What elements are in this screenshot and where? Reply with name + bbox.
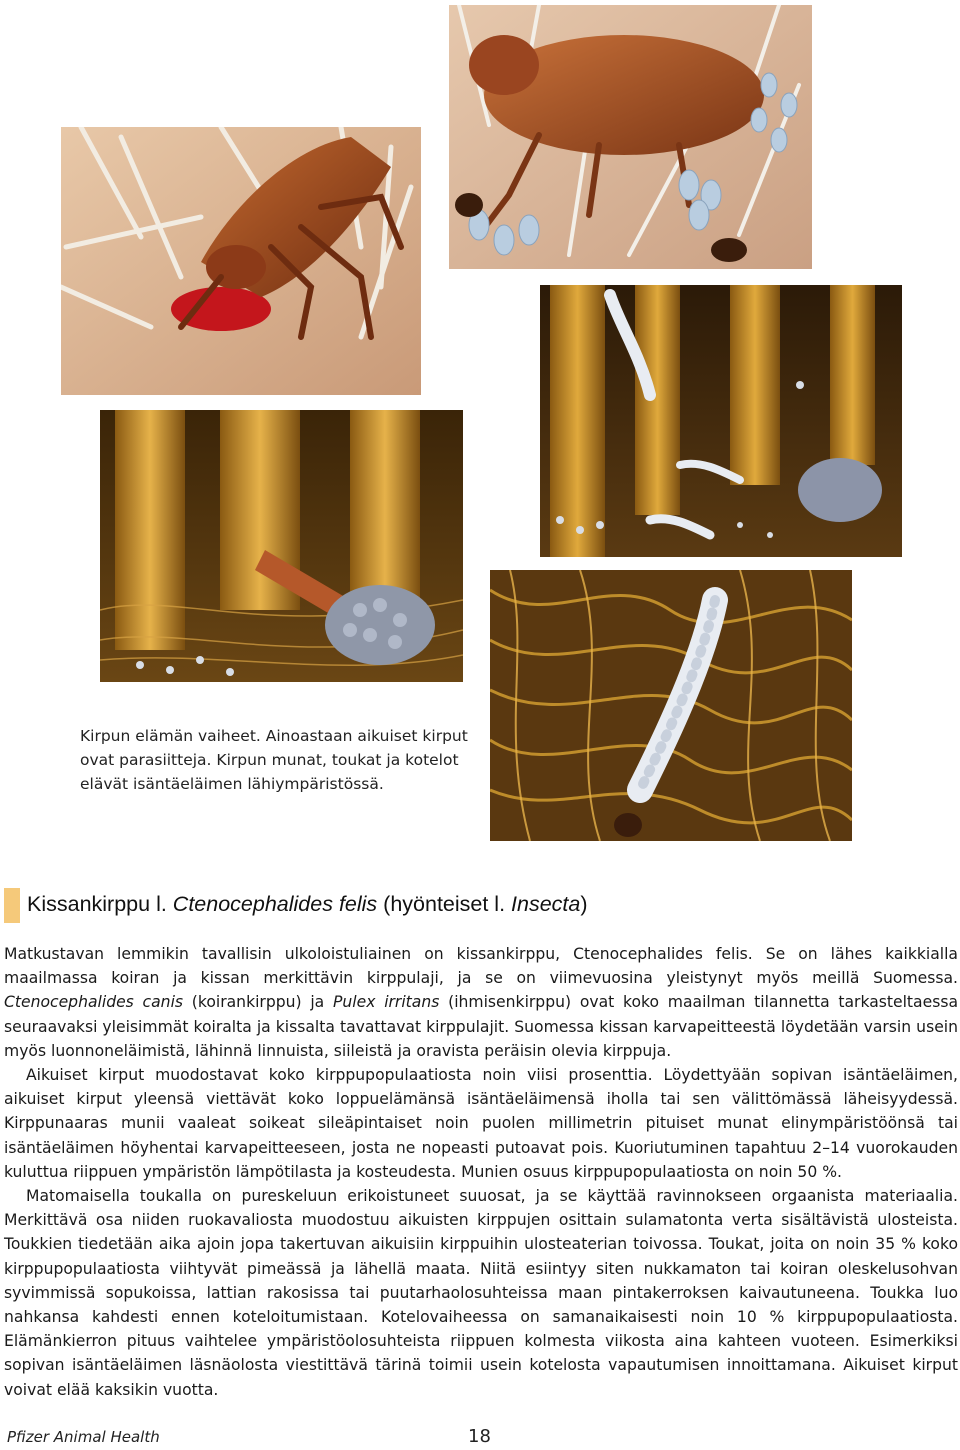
paragraph-1-part-a: Matkustavan lemmikin tavallisin ulkoloistuliainen on kissankirppu, Ctenocephalides felis. Se on lähes kaikkialla maailmassa koiran ja kissan merkittävin kirppulaji, ja se on viimevuosina yleistynyt myös meillä Suomessa.	[4, 945, 958, 988]
species-canis: Ctenocephalides canis	[4, 993, 184, 1012]
flea-cocoon-illustration	[100, 410, 463, 682]
larva-carpet-illustration	[490, 570, 852, 841]
heading-class: Insecta	[511, 892, 581, 916]
heading-accent-bar	[4, 888, 20, 923]
flea-larvae-illustration	[540, 285, 902, 557]
flea-feeding-illustration	[61, 127, 421, 395]
paragraph-1-part-e: (ihmisenkirppu) ovat koko maailman tilannetta tarkasteltaessa seuraavaksi yleisimmät koiralta ja kissalta tavattavat kirppulajit. Suomessa kissan karvapeitteestä löydetään varsin usein myös luonnoneläimistä, lähinnä linnuista, siileistä ja oravista peräisin olevia kirppuja.	[4, 993, 959, 1060]
heading-middle: (hyönteiset l.	[377, 892, 512, 916]
paragraph-1	[4, 942, 958, 1063]
page-number: 18	[468, 1426, 491, 1447]
heading-suffix: )	[580, 892, 588, 916]
heading-prefix: Kissankirppu l.	[27, 892, 173, 916]
section-heading	[27, 892, 588, 917]
footer-brand: Pfizer Animal Health	[7, 1428, 160, 1446]
species-pulex: Pulex irritans	[333, 993, 440, 1012]
paragraph-3: Matomaisella toukalla on pureskeluun erikoistuneet suuosat, ja se käyttää ravinnokseen orgaanista materiaalia. Merkittävä osa niiden ruokavaliosta muodostuu aikuisten kirppujen osittain sulamatonta verta sisältävistä ulosteista. Toukkien tiedetään aika ajoin jopa takertuvan aikuisiin kirppuihin ulosteaterian toivossa. Toukat, joita on noin 35 % koko kirppupopulaatiosta viihtyvät pimeässä ja lähellä maata. Niitä esiintyy siten nukkamaton tai koiran oleskelusohvan syvimmissä sopukoissa, lattian rakosissa tai puutarhaolosuhteissa maan pintakerroksen kaivautuneena. Toukka luo nahkansa kahdesti ennen koteloitumistaan. Kotelovaiheessa on samanaikaisesti noin 10 % kirppupopulaatiosta. Elämänkierron pituus vaihtelee ympäristöolosuhteista riippuen kolmesta viikosta aina kahteen vuoteen. Esimerkiksi sopivan isäntäeläimen läsnäolosta viestittävä tärinä toimii usein kotelosta vapautumisen innoittamana. Aikuiset kirput voivat elää kaksikin vuotta.	[4, 1187, 958, 1399]
paragraph-1-part-c: (koirankirppu) ja	[183, 993, 333, 1012]
flea-laying-eggs-illustration	[449, 5, 812, 269]
article-body	[4, 942, 958, 1402]
heading-species: Ctenocephalides felis	[172, 892, 378, 916]
figure-caption: Kirpun elämän vaiheet. Ainoastaan aikuiset kirput ovat parasiitteja. Kirpun munat, toukat ja kotelot elävät isäntäeläimen lähiympäristössä.	[80, 727, 468, 793]
paragraph-2: Aikuiset kirput muodostavat koko kirppupopulaatiosta noin viisi prosenttia. Löydettyään sopivan isäntäeläimen, aikuiset kirput yleensä viettävät koko loppuelämänsä isäntäeläimensä iholla tai sen välittömässä läheisyydessä. Kirppunaaras munii vaaleat soikeat sileäpintaiset noin puolen millimetrin pituiset munat elinympäristöönsä tai isäntäeläimen höyhentai karvapeitteeseen, josta ne nopeasti putoavat pois. Kuoriutuminen tapahtuu 2–14 vuorokauden kuluttua riippuen ympäristön lämpötilasta ja kosteudesta. Munien osuus kirppupopulaatiosta on noin 50 %.	[4, 1066, 958, 1181]
